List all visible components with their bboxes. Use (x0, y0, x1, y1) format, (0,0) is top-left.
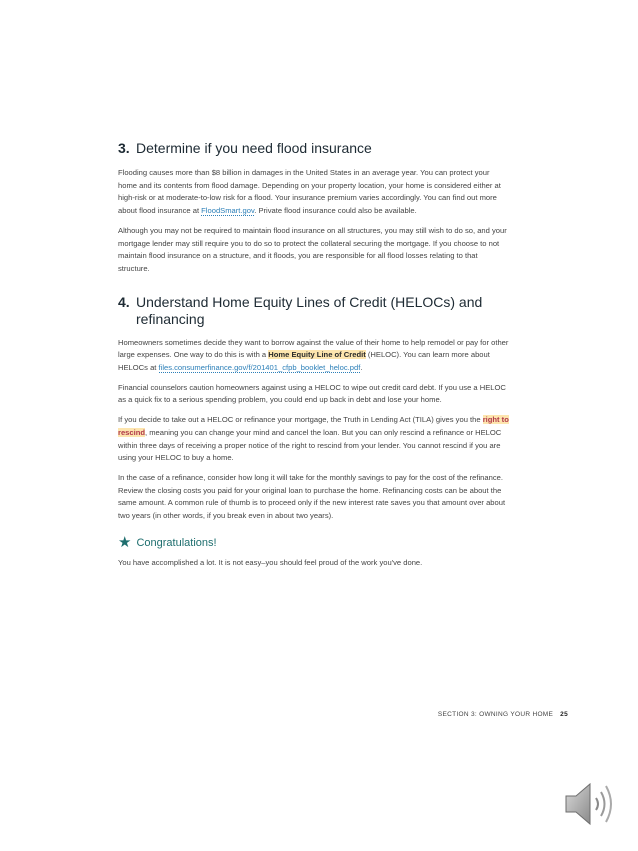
section-number: 3. (118, 140, 130, 156)
paragraph: You have accomplished a lot. It is not easy–you should feel proud of the work you've done. (118, 557, 423, 567)
paragraph-text: . (360, 363, 363, 373)
paragraph-text: If you decide to take out a HELOC or refinance your mortgage, the Truth in Lending Act (TILA) gives you the (118, 415, 483, 425)
section-title: Determine if you need flood insurance (136, 140, 372, 156)
star-icon: ★ (118, 533, 132, 551)
heloc-booklet-link[interactable]: files.consumerfinance.gov/f/201401_cfpb_booklet_heloc.pdf (158, 363, 361, 373)
paragraph: In the case of a refinance, consider how long it will take for the monthly savings to pay for the cost of the refinance. Review the closing costs you paid for your original loan to purchase the home. Refinancing costs can be about the same amount. A common rule of thumb is to proceed only if the new interest rate saves you that amount over about two years (in other words, if you break even in about two years). (118, 472, 506, 521)
paragraph (118, 414, 510, 465)
paragraph (118, 337, 510, 375)
highlighted-term: Home Equity Line of Credit (268, 350, 366, 360)
section-number: 4. (118, 293, 130, 310)
section-title: Understand Home Equity Lines of Credit (HELOCs) and refinancing (136, 293, 483, 327)
paragraph-text: , meaning you can change your mind and cancel the loan. But you can only rescind a refinance or HELOC within three days of receiving a proper notice of the right to rescind from your lender. You cannot rescind if you are using your HELOC to buy a home. (118, 427, 502, 463)
congratulations-heading (118, 535, 510, 551)
paragraph: Although you may not be required to maintain flood insurance on all structures, you may still wish to do so, and your mortgage lender may still require you to do so to protect the collateral securing the mortgage. If you choose to not maintain flood insurance on a structure, and it floods, you are responsible for all flood losses relating to that structure. (118, 225, 507, 273)
paragraph: Financial counselors caution homeowners against using a HELOC to wipe out credit card debt. If you use a HELOC as a quick fix to a serious spending problem, you could end up back in debt and lose your home. (118, 382, 506, 405)
paragraph-text: Homeowners sometimes decide they want to borrow against the value of their home to help remodel or pay for other large expenses. One way to do this is with a (118, 337, 509, 360)
page-content (118, 140, 510, 569)
congratulations-title: Congratulations! (136, 536, 217, 549)
paragraph-text: . Private flood insurance could also be available. (254, 206, 417, 216)
page-number: 25 (560, 711, 568, 718)
footer-section-label: SECTION 3: OWNING YOUR HOME (437, 711, 554, 718)
paragraph (118, 167, 510, 218)
floodsmart-link[interactable]: FloodSmart.gov (201, 206, 255, 216)
section-heading (118, 140, 510, 157)
section-heloc (118, 294, 510, 523)
section-flood-insurance (118, 140, 510, 276)
page-footer (438, 711, 568, 718)
speaker-icon[interactable] (562, 776, 622, 832)
congratulations-box (118, 535, 510, 570)
highlighted-term: right to rescind (118, 415, 509, 437)
paragraph-text: Flooding causes more than $8 billion in damages in the United States in an average year. You can protect your home and its contents from flood damage. Depending on your property location, your home is considered either at high-risk or at moderate-to-low risk for a flood. Your insurance premium varies accordingly. You can find out more about flood insurance at (118, 168, 501, 216)
section-heading (118, 294, 510, 328)
paragraph-text: (HELOC). You can learn more about HELOCs at (118, 350, 490, 373)
